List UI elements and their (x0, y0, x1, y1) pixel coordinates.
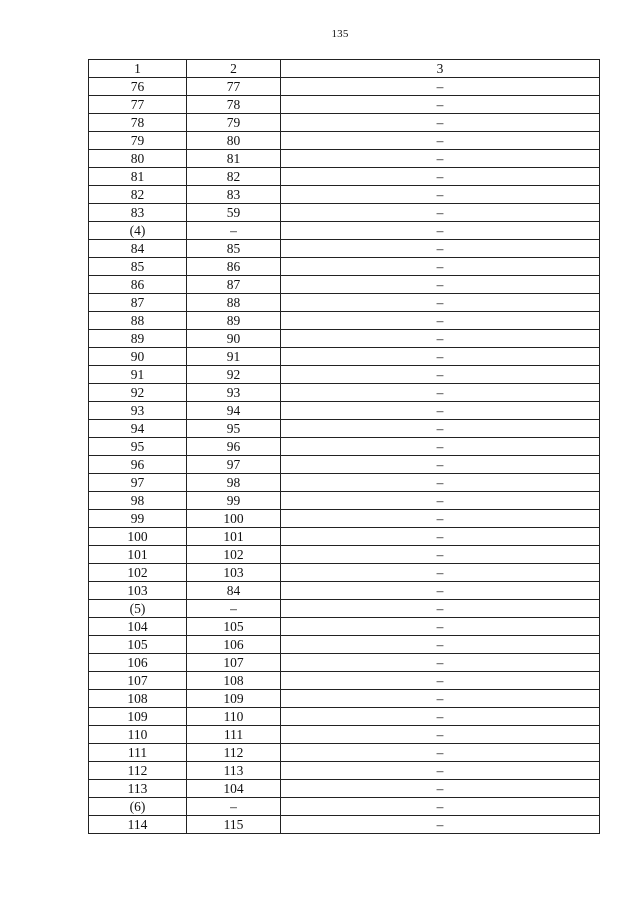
table-cell-col-1: 112 (89, 762, 187, 780)
table-cell-col-3: – (281, 492, 600, 510)
table-cell-col-2: 85 (187, 240, 281, 258)
table-cell-col-3: – (281, 528, 600, 546)
table-cell-col-1: (5) (89, 600, 187, 618)
table-row (89, 294, 600, 312)
table-cell-col-1: 76 (89, 78, 187, 96)
table-cell-col-3: – (281, 726, 600, 744)
table-cell-col-2: 98 (187, 474, 281, 492)
table-cell-col-3: – (281, 690, 600, 708)
table-cell-col-3: – (281, 366, 600, 384)
table-cell-col-2: 94 (187, 402, 281, 420)
table-row (89, 258, 600, 276)
table-cell-col-1: 85 (89, 258, 187, 276)
table-row (89, 348, 600, 366)
table-cell-col-2: 97 (187, 456, 281, 474)
table-cell-col-1: 104 (89, 618, 187, 636)
table-cell-col-1: (4) (89, 222, 187, 240)
table-cell-col-2: 93 (187, 384, 281, 402)
table-row (89, 708, 600, 726)
table-row (89, 762, 600, 780)
table-cell-col-1: 108 (89, 690, 187, 708)
table-row (89, 474, 600, 492)
table-cell-col-1: 111 (89, 744, 187, 762)
table-row (89, 528, 600, 546)
table-cell-col-3: – (281, 672, 600, 690)
table-cell-col-1: 113 (89, 780, 187, 798)
table-cell-col-2: 106 (187, 636, 281, 654)
table-row (89, 366, 600, 384)
table-cell-col-3: – (281, 114, 600, 132)
table-cell-col-1: 101 (89, 546, 187, 564)
table-cell-col-2: 104 (187, 780, 281, 798)
table-cell-col-3: – (281, 636, 600, 654)
table-cell-col-1: 78 (89, 114, 187, 132)
table-cell-col-3: – (281, 654, 600, 672)
table-cell-col-2: 90 (187, 330, 281, 348)
table-cell-col-3: – (281, 150, 600, 168)
table-cell-col-2: 115 (187, 816, 281, 834)
table-row (89, 582, 600, 600)
table-row (89, 150, 600, 168)
table-cell-col-2: 103 (187, 564, 281, 582)
column-header-3: 3 (281, 60, 600, 78)
table-row (89, 420, 600, 438)
table-row (89, 186, 600, 204)
table-cell-col-2: 107 (187, 654, 281, 672)
table-cell-col-2: 89 (187, 312, 281, 330)
table-cell-col-2: 108 (187, 672, 281, 690)
table-cell-col-3: – (281, 798, 600, 816)
table-cell-col-3: – (281, 330, 600, 348)
table-cell-col-3: – (281, 420, 600, 438)
table-cell-col-1: 97 (89, 474, 187, 492)
table-cell-col-1: 87 (89, 294, 187, 312)
table-cell-col-2: 86 (187, 258, 281, 276)
table-cell-col-1: 93 (89, 402, 187, 420)
table-cell-col-2: 96 (187, 438, 281, 456)
table-cell-col-1: 79 (89, 132, 187, 150)
table-body (89, 78, 600, 834)
table-cell-col-3: – (281, 402, 600, 420)
table-cell-col-1: 114 (89, 816, 187, 834)
table-row (89, 114, 600, 132)
table-cell-col-3: – (281, 744, 600, 762)
table-cell-col-2: 95 (187, 420, 281, 438)
table-row (89, 636, 600, 654)
table-row (89, 780, 600, 798)
table-cell-col-1: 91 (89, 366, 187, 384)
table-row (89, 96, 600, 114)
table-cell-col-1: 110 (89, 726, 187, 744)
table-cell-col-2: 112 (187, 744, 281, 762)
table-row (89, 204, 600, 222)
table-cell-col-2: 113 (187, 762, 281, 780)
table-row (89, 744, 600, 762)
table-cell-col-2: 80 (187, 132, 281, 150)
table-cell-col-2: – (187, 798, 281, 816)
table-cell-col-3: – (281, 780, 600, 798)
table-row (89, 276, 600, 294)
table-cell-col-2: 88 (187, 294, 281, 312)
table-cell-col-2: 91 (187, 348, 281, 366)
table-cell-col-3: – (281, 312, 600, 330)
table-row (89, 816, 600, 834)
table-cell-col-3: – (281, 258, 600, 276)
table-cell-col-2: 84 (187, 582, 281, 600)
table-cell-col-1: 94 (89, 420, 187, 438)
table-row (89, 654, 600, 672)
table-cell-col-2: 101 (187, 528, 281, 546)
table-row (89, 510, 600, 528)
table-cell-col-2: 100 (187, 510, 281, 528)
table-cell-col-1: 83 (89, 204, 187, 222)
table-row (89, 456, 600, 474)
table-cell-col-3: – (281, 762, 600, 780)
table-cell-col-3: – (281, 222, 600, 240)
table-cell-col-3: – (281, 618, 600, 636)
table-cell-col-2: 110 (187, 708, 281, 726)
column-header-2: 2 (187, 60, 281, 78)
header-row (89, 60, 600, 78)
table-cell-col-2: 77 (187, 78, 281, 96)
table-row (89, 798, 600, 816)
table-row (89, 168, 600, 186)
table-row (89, 78, 600, 96)
table-cell-col-2: 87 (187, 276, 281, 294)
table-row (89, 564, 600, 582)
table-cell-col-1: 81 (89, 168, 187, 186)
table-cell-col-2: 99 (187, 492, 281, 510)
table-cell-col-2: 79 (187, 114, 281, 132)
table-cell-col-1: 103 (89, 582, 187, 600)
table-cell-col-3: – (281, 456, 600, 474)
table-cell-col-1: (6) (89, 798, 187, 816)
table-row (89, 726, 600, 744)
table-cell-col-2: – (187, 222, 281, 240)
data-table (88, 59, 600, 834)
table-cell-col-1: 100 (89, 528, 187, 546)
table-cell-col-1: 107 (89, 672, 187, 690)
table-cell-col-3: – (281, 132, 600, 150)
table-cell-col-3: – (281, 438, 600, 456)
table-row (89, 330, 600, 348)
table-cell-col-2: 109 (187, 690, 281, 708)
table-row (89, 618, 600, 636)
table-header (89, 60, 600, 78)
table-cell-col-3: – (281, 384, 600, 402)
table-cell-col-3: – (281, 204, 600, 222)
table-cell-col-1: 90 (89, 348, 187, 366)
page-number: 135 (331, 28, 349, 40)
table-cell-col-1: 84 (89, 240, 187, 258)
table-row (89, 492, 600, 510)
table-cell-col-3: – (281, 168, 600, 186)
table-cell-col-1: 95 (89, 438, 187, 456)
table-cell-col-1: 77 (89, 96, 187, 114)
table-cell-col-3: – (281, 276, 600, 294)
table-cell-col-3: – (281, 582, 600, 600)
table-cell-col-1: 98 (89, 492, 187, 510)
table-cell-col-1: 96 (89, 456, 187, 474)
table-row (89, 240, 600, 258)
table-cell-col-1: 86 (89, 276, 187, 294)
table-cell-col-3: – (281, 294, 600, 312)
table-cell-col-1: 89 (89, 330, 187, 348)
table-cell-col-3: – (281, 564, 600, 582)
table-cell-col-1: 92 (89, 384, 187, 402)
table-cell-col-2: 111 (187, 726, 281, 744)
table-row (89, 384, 600, 402)
table-cell-col-1: 99 (89, 510, 187, 528)
table-row (89, 132, 600, 150)
table-cell-col-2: 83 (187, 186, 281, 204)
table-cell-col-3: – (281, 96, 600, 114)
table-cell-col-2: 102 (187, 546, 281, 564)
table-cell-col-1: 109 (89, 708, 187, 726)
table-row (89, 402, 600, 420)
table-cell-col-3: – (281, 240, 600, 258)
table-cell-col-2: 105 (187, 618, 281, 636)
table-row (89, 600, 600, 618)
table-cell-col-1: 88 (89, 312, 187, 330)
table-cell-col-3: – (281, 816, 600, 834)
table-cell-col-3: – (281, 474, 600, 492)
table-cell-col-2: – (187, 600, 281, 618)
table-cell-col-3: – (281, 78, 600, 96)
table-cell-col-3: – (281, 348, 600, 366)
table-cell-col-3: – (281, 510, 600, 528)
column-header-1: 1 (89, 60, 187, 78)
table-cell-col-1: 82 (89, 186, 187, 204)
table-cell-col-1: 106 (89, 654, 187, 672)
table-cell-col-1: 105 (89, 636, 187, 654)
table-cell-col-2: 82 (187, 168, 281, 186)
table-cell-col-3: – (281, 546, 600, 564)
table-row (89, 312, 600, 330)
table-row (89, 546, 600, 564)
table-row (89, 222, 600, 240)
table-cell-col-3: – (281, 708, 600, 726)
table-cell-col-3: – (281, 600, 600, 618)
table-cell-col-2: 59 (187, 204, 281, 222)
table-cell-col-1: 102 (89, 564, 187, 582)
table-cell-col-1: 80 (89, 150, 187, 168)
table-row (89, 672, 600, 690)
table-cell-col-2: 78 (187, 96, 281, 114)
table-cell-col-3: – (281, 186, 600, 204)
table-row (89, 690, 600, 708)
table-cell-col-2: 92 (187, 366, 281, 384)
table-cell-col-2: 81 (187, 150, 281, 168)
table-row (89, 438, 600, 456)
